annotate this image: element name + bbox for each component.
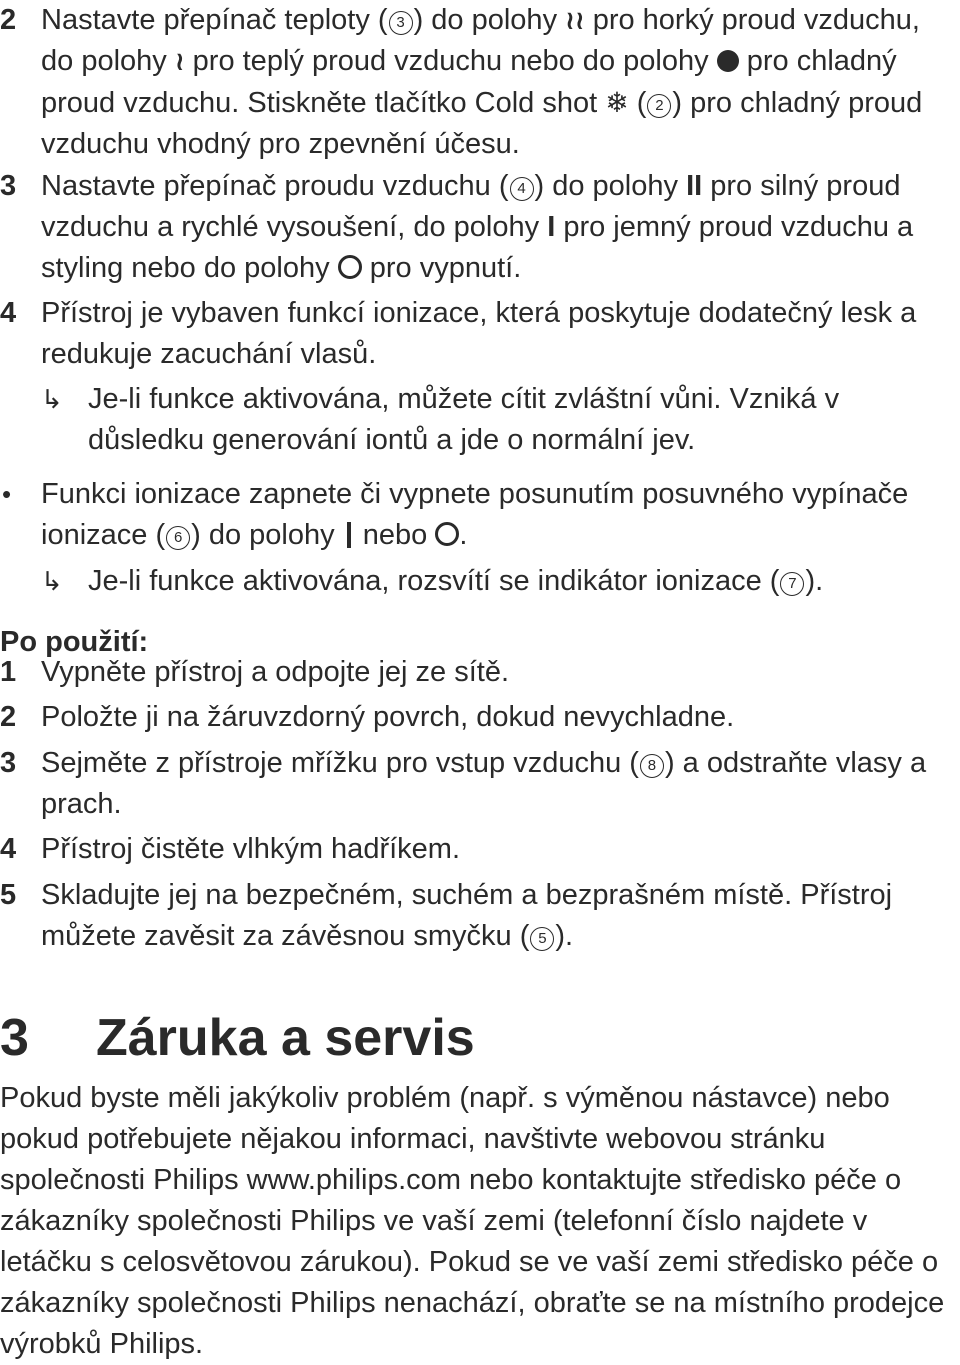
reference-number: 7	[780, 572, 804, 596]
step-4	[0, 293, 960, 375]
step-text: Položte ji na žáruvzdorný povrch, dokud nevychladne.	[41, 701, 735, 733]
reference-number: 2	[647, 94, 671, 118]
after-use-step	[0, 829, 960, 870]
reference-number: 5	[530, 927, 554, 951]
result-arrow-icon: ↳	[41, 384, 63, 414]
bar-icon	[347, 522, 351, 548]
step-number: 2	[0, 4, 17, 36]
single-wave-icon: ≀	[174, 46, 185, 76]
step-text: Přístroj čistěte vlhkým hadříkem.	[41, 833, 460, 865]
result-text: Je-li funkce aktivována, rozsvítí se indikátor ionizace ( 7 ).	[88, 565, 824, 597]
step-number: 4	[0, 833, 17, 865]
result-note	[41, 379, 960, 461]
after-use-step	[0, 652, 960, 693]
after-use-step	[0, 697, 960, 738]
step-text: Přístroj je vybaven funkcí ionizace, která poskytuje dodatečný lesk a redukuje zacuchání vlasů.	[41, 297, 917, 370]
step-text: Nastavte přepínač teploty ( 3 ) do polohy ≀≀ pro horký proud vzduchu, do polohy ≀ pro teplý proud vzduchu nebo do polohy pro chladný proud vzduchu. Stiskněte tlačítko Cold shot ❄ ( 2 ) pro chladný proud vzduchu vhodný pro zpevnění účesu.	[41, 0, 960, 165]
filled-dot-icon	[717, 50, 739, 72]
step-2	[0, 0, 960, 165]
step-number: 3	[0, 170, 17, 202]
section-title	[0, 1008, 475, 1068]
snowflake-icon: ❄	[605, 87, 629, 118]
after-use-step	[0, 875, 960, 957]
bullet-text: Funkci ionizace zapnete či vypnete posunutím posuvného vypínače ionizace ( 6 ) do polohy nebo .	[41, 478, 909, 551]
step-text: Sejměte z přístroje mřížku pro vstup vzduchu ( 8 ) a odstraňte vlasy a prach.	[41, 747, 927, 820]
after-use-heading: Po použití:	[0, 626, 149, 658]
step-number: 4	[0, 297, 17, 329]
result-arrow-icon: ↳	[41, 566, 63, 596]
reference-number: 6	[166, 526, 190, 550]
result-note	[41, 561, 960, 602]
double-wave-icon: ≀≀	[565, 5, 585, 35]
section-title-text: Záruka a servis	[96, 1009, 475, 1067]
section-number: 3	[0, 1009, 29, 1067]
step-number: 1	[0, 656, 17, 688]
step-number: 2	[0, 701, 17, 733]
result-text: Je-li funkce aktivována, můžete cítit zvláštní vůni. Vzniká v důsledku generování iontů a jde o normální jev.	[88, 383, 840, 456]
bullet-icon: •	[2, 479, 12, 509]
reference-number: 8	[640, 754, 664, 778]
step-number: 5	[0, 879, 17, 911]
bullet-item	[0, 474, 960, 556]
reference-number: 4	[510, 177, 534, 201]
setting-one-icon: I	[547, 211, 556, 243]
step-3	[0, 166, 960, 289]
step-number: 3	[0, 747, 17, 779]
after-use-step	[0, 743, 960, 825]
setting-two-icon: II	[686, 170, 703, 202]
reference-number: 3	[389, 11, 413, 35]
ring-icon	[338, 255, 362, 279]
step-text: Vypněte přístroj a odpojte jej ze sítě.	[41, 656, 510, 688]
step-text: Skladujte jej na bezpečném, suchém a bezprašném místě. Přístroj můžete zavěsit za závěsnou smyčku ( 5 ).	[41, 879, 893, 952]
section-paragraph: Pokud byste měli jakýkoliv problém (např. s výměnou nástavce) nebo pokud potřebujete nějakou informaci, navštivte webovou stránku společnosti Philips www.philips.com nebo kontaktujte středisko péče o zákazníky společnosti Philips ve vaší zemi (telefonní číslo najdete v letáčku s celosvětovou zárukou). Pokud se ve vaší zemi středisko péče o zákazníky společnosti Philips nenachází, obraťte se na místního prodejce výrobků Philips.	[0, 1082, 945, 1360]
step-text: Nastavte přepínač proudu vzduchu ( 4 ) do polohy II pro silný proud vzduchu a rychlé vysoušení, do polohy I pro jemný proud vzduchu a styling nebo do polohy pro vypnutí.	[41, 166, 960, 289]
ring-icon	[435, 522, 459, 546]
